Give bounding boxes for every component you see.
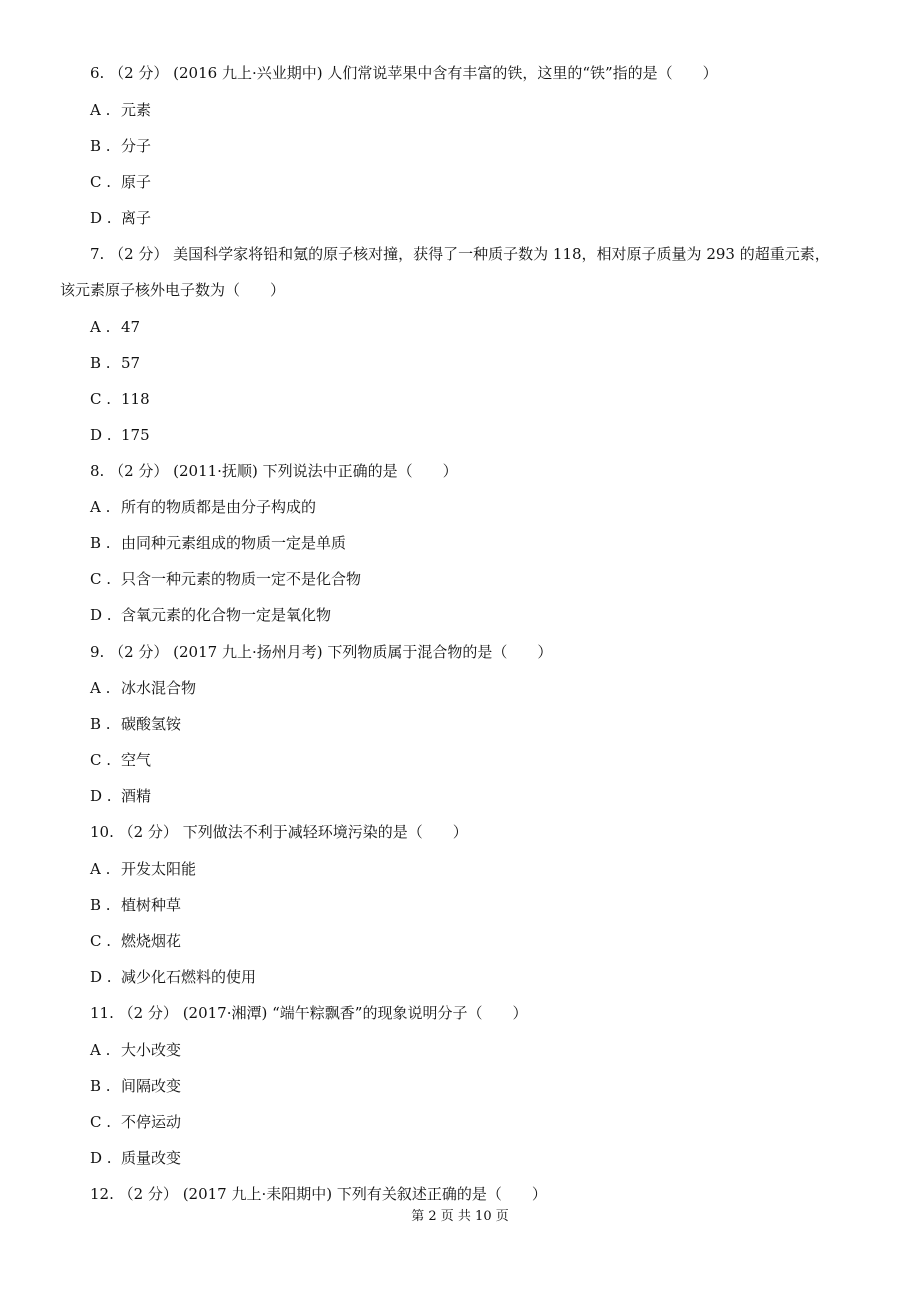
option-letter: A . (90, 679, 111, 697)
option-text: 只含一种元素的物质一定不是化合物 (121, 570, 362, 588)
option-letter: A . (90, 498, 111, 516)
question-11-option-d (90, 1148, 181, 1168)
option-text: 含氧元素的化合物一定是氧化物 (121, 606, 332, 624)
option-letter: A . (90, 318, 111, 336)
option-text: 分子 (121, 137, 152, 155)
option-letter: D . (90, 426, 112, 444)
question-9-option-b (90, 714, 181, 734)
question-10-option-b (90, 895, 181, 915)
question-10-option-c (90, 931, 181, 951)
option-text: 开发太阳能 (121, 860, 197, 878)
question-6-stem: 6. （2 分） (2016 九上·兴业期中) 人们常说苹果中含有丰富的铁，这里的“铁”指的是（ ） (90, 64, 718, 82)
option-text: 离子 (121, 209, 152, 227)
question-10-option-d (90, 967, 256, 987)
option-letter: D . (90, 606, 112, 624)
option-text: 175 (121, 426, 150, 444)
question-7-stem: 7. （2 分） 美国科学家将铅和氪的原子核对撞，获得了一种质子数为 118，相对原子质量为 293 的超重元素， (90, 245, 830, 263)
question-8-option-c (90, 569, 361, 589)
question-11-option-a (90, 1040, 181, 1060)
option-text: 原子 (121, 173, 152, 191)
question-9-option-a (90, 678, 196, 698)
option-letter: C . (90, 932, 112, 950)
option-text: 冰水混合物 (121, 679, 197, 697)
question-7-option-c (90, 389, 150, 409)
option-text: 质量改变 (121, 1149, 182, 1167)
option-letter: B . (90, 715, 111, 733)
option-letter: A . (90, 1041, 111, 1059)
option-letter: A . (90, 860, 111, 878)
question-7-option-a (90, 317, 140, 337)
question-10-option-a (90, 859, 196, 879)
option-text: 所有的物质都是由分子构成的 (121, 498, 317, 516)
option-letter: C . (90, 173, 112, 191)
option-letter: D . (90, 209, 112, 227)
question-6-option-a (90, 100, 151, 120)
option-letter: D . (90, 787, 112, 805)
question-11-option-c (90, 1112, 181, 1132)
option-text: 118 (121, 390, 150, 408)
option-text: 大小改变 (121, 1041, 182, 1059)
option-text: 减少化石燃料的使用 (121, 968, 257, 986)
option-letter: C . (90, 570, 112, 588)
option-text: 不停运动 (121, 1113, 182, 1131)
option-letter: C . (90, 390, 112, 408)
option-letter: B . (90, 137, 111, 155)
option-letter: B . (90, 534, 111, 552)
question-9-stem: 9. （2 分） (2017 九上·扬州月考) 下列物质属于混合物的是（ ） (90, 643, 553, 661)
option-letter: D . (90, 968, 112, 986)
option-text: 碳酸氢铵 (121, 715, 182, 733)
option-text: 57 (121, 354, 141, 372)
question-7-option-d (90, 425, 150, 445)
question-8-option-a (90, 497, 316, 517)
option-letter: D . (90, 1149, 112, 1167)
option-letter: B . (90, 896, 111, 914)
question-8-option-d (90, 605, 331, 625)
question-6-option-c (90, 172, 151, 192)
option-letter: C . (90, 751, 112, 769)
option-text: 酒精 (121, 787, 152, 805)
question-12-stem: 12. （2 分） (2017 九上·耒阳期中) 下列有关叙述正确的是（ ） (90, 1185, 547, 1203)
question-7-option-b (90, 353, 140, 373)
option-text: 47 (121, 318, 141, 336)
option-text: 元素 (121, 101, 152, 119)
question-6-option-d (90, 208, 151, 228)
question-10-stem: 10. （2 分） 下列做法不利于减轻环境污染的是（ ） (90, 823, 468, 841)
question-6-option-b (90, 136, 151, 156)
option-letter: A . (90, 101, 111, 119)
option-text: 植树种草 (121, 896, 182, 914)
question-7-stem-continued: 该元素原子核外电子数为（ ） (60, 281, 286, 299)
option-text: 间隔改变 (121, 1077, 182, 1095)
option-letter: B . (90, 354, 111, 372)
option-text: 空气 (121, 751, 152, 769)
option-text: 由同种元素组成的物质一定是单质 (121, 534, 347, 552)
question-9-option-d (90, 786, 151, 806)
option-letter: C . (90, 1113, 112, 1131)
question-11-stem: 11. （2 分） (2017·湘潭) “端午粽飘香”的现象说明分子（ ） (90, 1004, 528, 1022)
option-letter: B . (90, 1077, 111, 1095)
question-11-option-b (90, 1076, 181, 1096)
option-text: 燃烧烟花 (121, 932, 182, 950)
page-footer: 第 2 页 共 10 页 (411, 1209, 509, 1224)
question-8-stem: 8. （2 分） (2011·抚顺) 下列说法中正确的是（ ） (90, 462, 458, 480)
question-9-option-c (90, 750, 151, 770)
question-8-option-b (90, 533, 346, 553)
